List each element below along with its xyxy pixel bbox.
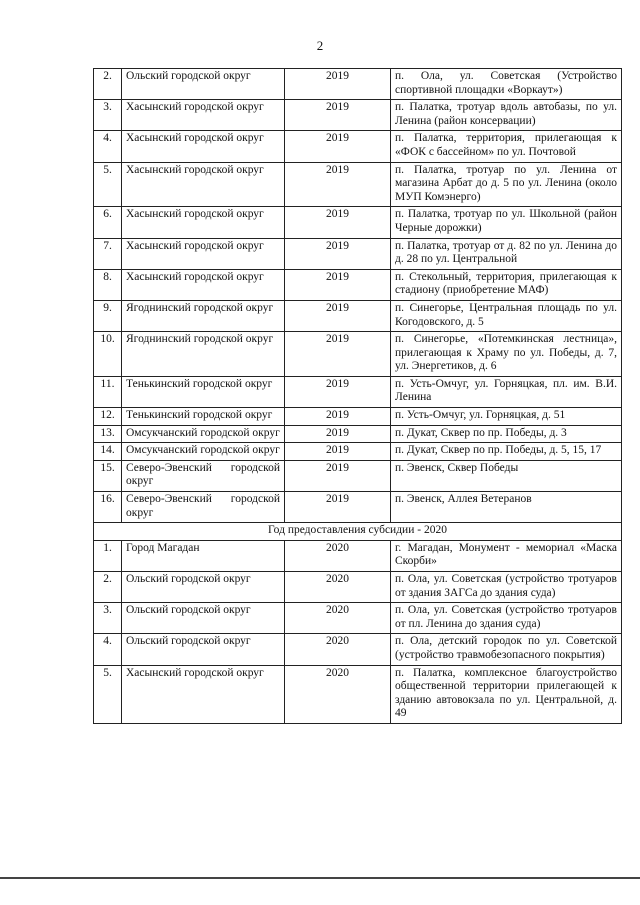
row-number: 2. [94, 69, 122, 100]
address-cell: п. Палатка, тротуар по ул. Школьной (район Черные дорожки) [391, 207, 622, 238]
address-cell: п. Ола, ул. Советская (устройство тротуаров от здания ЗАГСа до здания суда) [391, 572, 622, 603]
table-row [94, 425, 622, 443]
year-cell: 2019 [285, 269, 391, 300]
year-cell: 2019 [285, 238, 391, 269]
year-cell: 2019 [285, 376, 391, 407]
address-cell: п. Дукат, Сквер по пр. Победы, д. 3 [391, 425, 622, 443]
address-cell: г. Магадан, Монумент - мемориал «Маска Скорби» [391, 540, 622, 571]
address-cell: п. Усть-Омчуг, ул. Горняцкая, пл. им. В.И. Ленина [391, 376, 622, 407]
table-row [94, 540, 622, 571]
row-number: 13. [94, 425, 122, 443]
district-cell: Город Магадан [122, 540, 285, 571]
district-cell: Хасынский городской округ [122, 665, 285, 723]
address-cell: п. Синегорье, «Потемкинская лестница», прилегающая к Храму по ул. Победы, д. 7, ул. Энергетиков, д. 6 [391, 332, 622, 377]
row-number: 10. [94, 332, 122, 377]
row-number: 5. [94, 162, 122, 207]
district-cell: Тенькинский городской округ [122, 376, 285, 407]
year-cell: 2020 [285, 603, 391, 634]
address-cell: п. Дукат, Сквер по пр. Победы, д. 5, 15, 17 [391, 443, 622, 461]
row-number: 16. [94, 492, 122, 523]
row-number: 8. [94, 269, 122, 300]
row-number: 3. [94, 100, 122, 131]
year-cell: 2019 [285, 443, 391, 461]
district-cell: Хасынский городской округ [122, 207, 285, 238]
year-cell: 2019 [285, 460, 391, 491]
year-cell: 2020 [285, 665, 391, 723]
subsidy-table [93, 68, 622, 724]
address-cell: п. Ола, детский городок по ул. Советской (устройство травмобезопасного покрытия) [391, 634, 622, 665]
table-row [94, 131, 622, 162]
address-cell: п. Палатка, тротуар по ул. Ленина от магазина Арбат до д. 5 по ул. Ленина (около МУП Комэнерго) [391, 162, 622, 207]
table-row [94, 100, 622, 131]
district-cell: Ольский городской округ [122, 69, 285, 100]
table-row [94, 269, 622, 300]
table-row [94, 238, 622, 269]
table-row [94, 460, 622, 491]
district-cell: Хасынский городской округ [122, 100, 285, 131]
address-cell: п. Ола, ул. Советская (устройство тротуаров от пл. Ленина до здания суда) [391, 603, 622, 634]
district-cell: Хасынский городской округ [122, 162, 285, 207]
address-cell: п. Палатка, комплексное благоустройство общественной территории прилегающей к зданию автовокзала по ул. Центральной, д. 49 [391, 665, 622, 723]
table-row [94, 207, 622, 238]
row-number: 4. [94, 634, 122, 665]
year-cell: 2019 [285, 162, 391, 207]
row-number: 1. [94, 540, 122, 571]
row-number: 15. [94, 460, 122, 491]
row-number: 14. [94, 443, 122, 461]
table-row [94, 69, 622, 100]
address-cell: п. Синегорье, Центральная площадь по ул. Когодовского, д. 5 [391, 300, 622, 331]
table-row [94, 665, 622, 723]
district-cell: Хасынский городской округ [122, 131, 285, 162]
year-cell: 2020 [285, 634, 391, 665]
row-number: 4. [94, 131, 122, 162]
table-row [94, 332, 622, 377]
year-cell: 2020 [285, 540, 391, 571]
section-row [94, 523, 622, 541]
year-cell: 2019 [285, 425, 391, 443]
row-number: 7. [94, 238, 122, 269]
address-cell: п. Палатка, тротуар вдоль автобазы, по ул. Ленина (район консервации) [391, 100, 622, 131]
district-cell: Северо-Эвенский городской округ [122, 492, 285, 523]
year-cell: 2019 [285, 300, 391, 331]
district-cell: Ольский городской округ [122, 603, 285, 634]
row-number: 6. [94, 207, 122, 238]
address-cell: п. Эвенск, Сквер Победы [391, 460, 622, 491]
section-heading: Год предоставления субсидии - 2020 [94, 523, 622, 541]
row-number: 2. [94, 572, 122, 603]
year-cell: 2019 [285, 131, 391, 162]
year-cell: 2019 [285, 100, 391, 131]
table-row [94, 162, 622, 207]
year-cell: 2019 [285, 69, 391, 100]
district-cell: Омсукчанский городской округ [122, 443, 285, 461]
address-cell: п. Палатка, территория, прилегающая к «ФОК с бассейном» по ул. Почтовой [391, 131, 622, 162]
year-cell: 2019 [285, 332, 391, 377]
address-cell: п. Стекольный, территория, прилегающая к стадиону (приобретение МАФ) [391, 269, 622, 300]
row-number: 9. [94, 300, 122, 331]
address-cell: п. Эвенск, Аллея Ветеранов [391, 492, 622, 523]
table-row [94, 443, 622, 461]
page-number: 2 [316, 38, 324, 53]
table-row [94, 408, 622, 426]
year-cell: 2020 [285, 572, 391, 603]
table-row [94, 634, 622, 665]
district-cell: Ягоднинский городской округ [122, 332, 285, 377]
year-cell: 2019 [285, 207, 391, 238]
year-cell: 2019 [285, 492, 391, 523]
address-cell: п. Ола, ул. Советская (Устройство спортивной площадки «Воркаут») [391, 69, 622, 100]
table-row [94, 376, 622, 407]
row-number: 5. [94, 665, 122, 723]
address-cell: п. Усть-Омчуг, ул. Горняцкая, д. 51 [391, 408, 622, 426]
district-cell: Хасынский городской округ [122, 238, 285, 269]
address-cell: п. Палатка, тротуар от д. 82 по ул. Ленина до д. 28 по ул. Центральной [391, 238, 622, 269]
district-cell: Ольский городской округ [122, 634, 285, 665]
district-cell: Омсукчанский городской округ [122, 425, 285, 443]
table-row [94, 603, 622, 634]
district-cell: Ольский городской округ [122, 572, 285, 603]
district-cell: Ягоднинский городской округ [122, 300, 285, 331]
district-cell: Хасынский городской округ [122, 269, 285, 300]
year-cell: 2019 [285, 408, 391, 426]
row-number: 11. [94, 376, 122, 407]
table-row [94, 492, 622, 523]
row-number: 3. [94, 603, 122, 634]
table-row [94, 572, 622, 603]
row-number: 12. [94, 408, 122, 426]
bottom-rule [0, 877, 640, 879]
district-cell: Тенькинский городской округ [122, 408, 285, 426]
district-cell: Северо-Эвенский городской округ [122, 460, 285, 491]
table-row [94, 300, 622, 331]
